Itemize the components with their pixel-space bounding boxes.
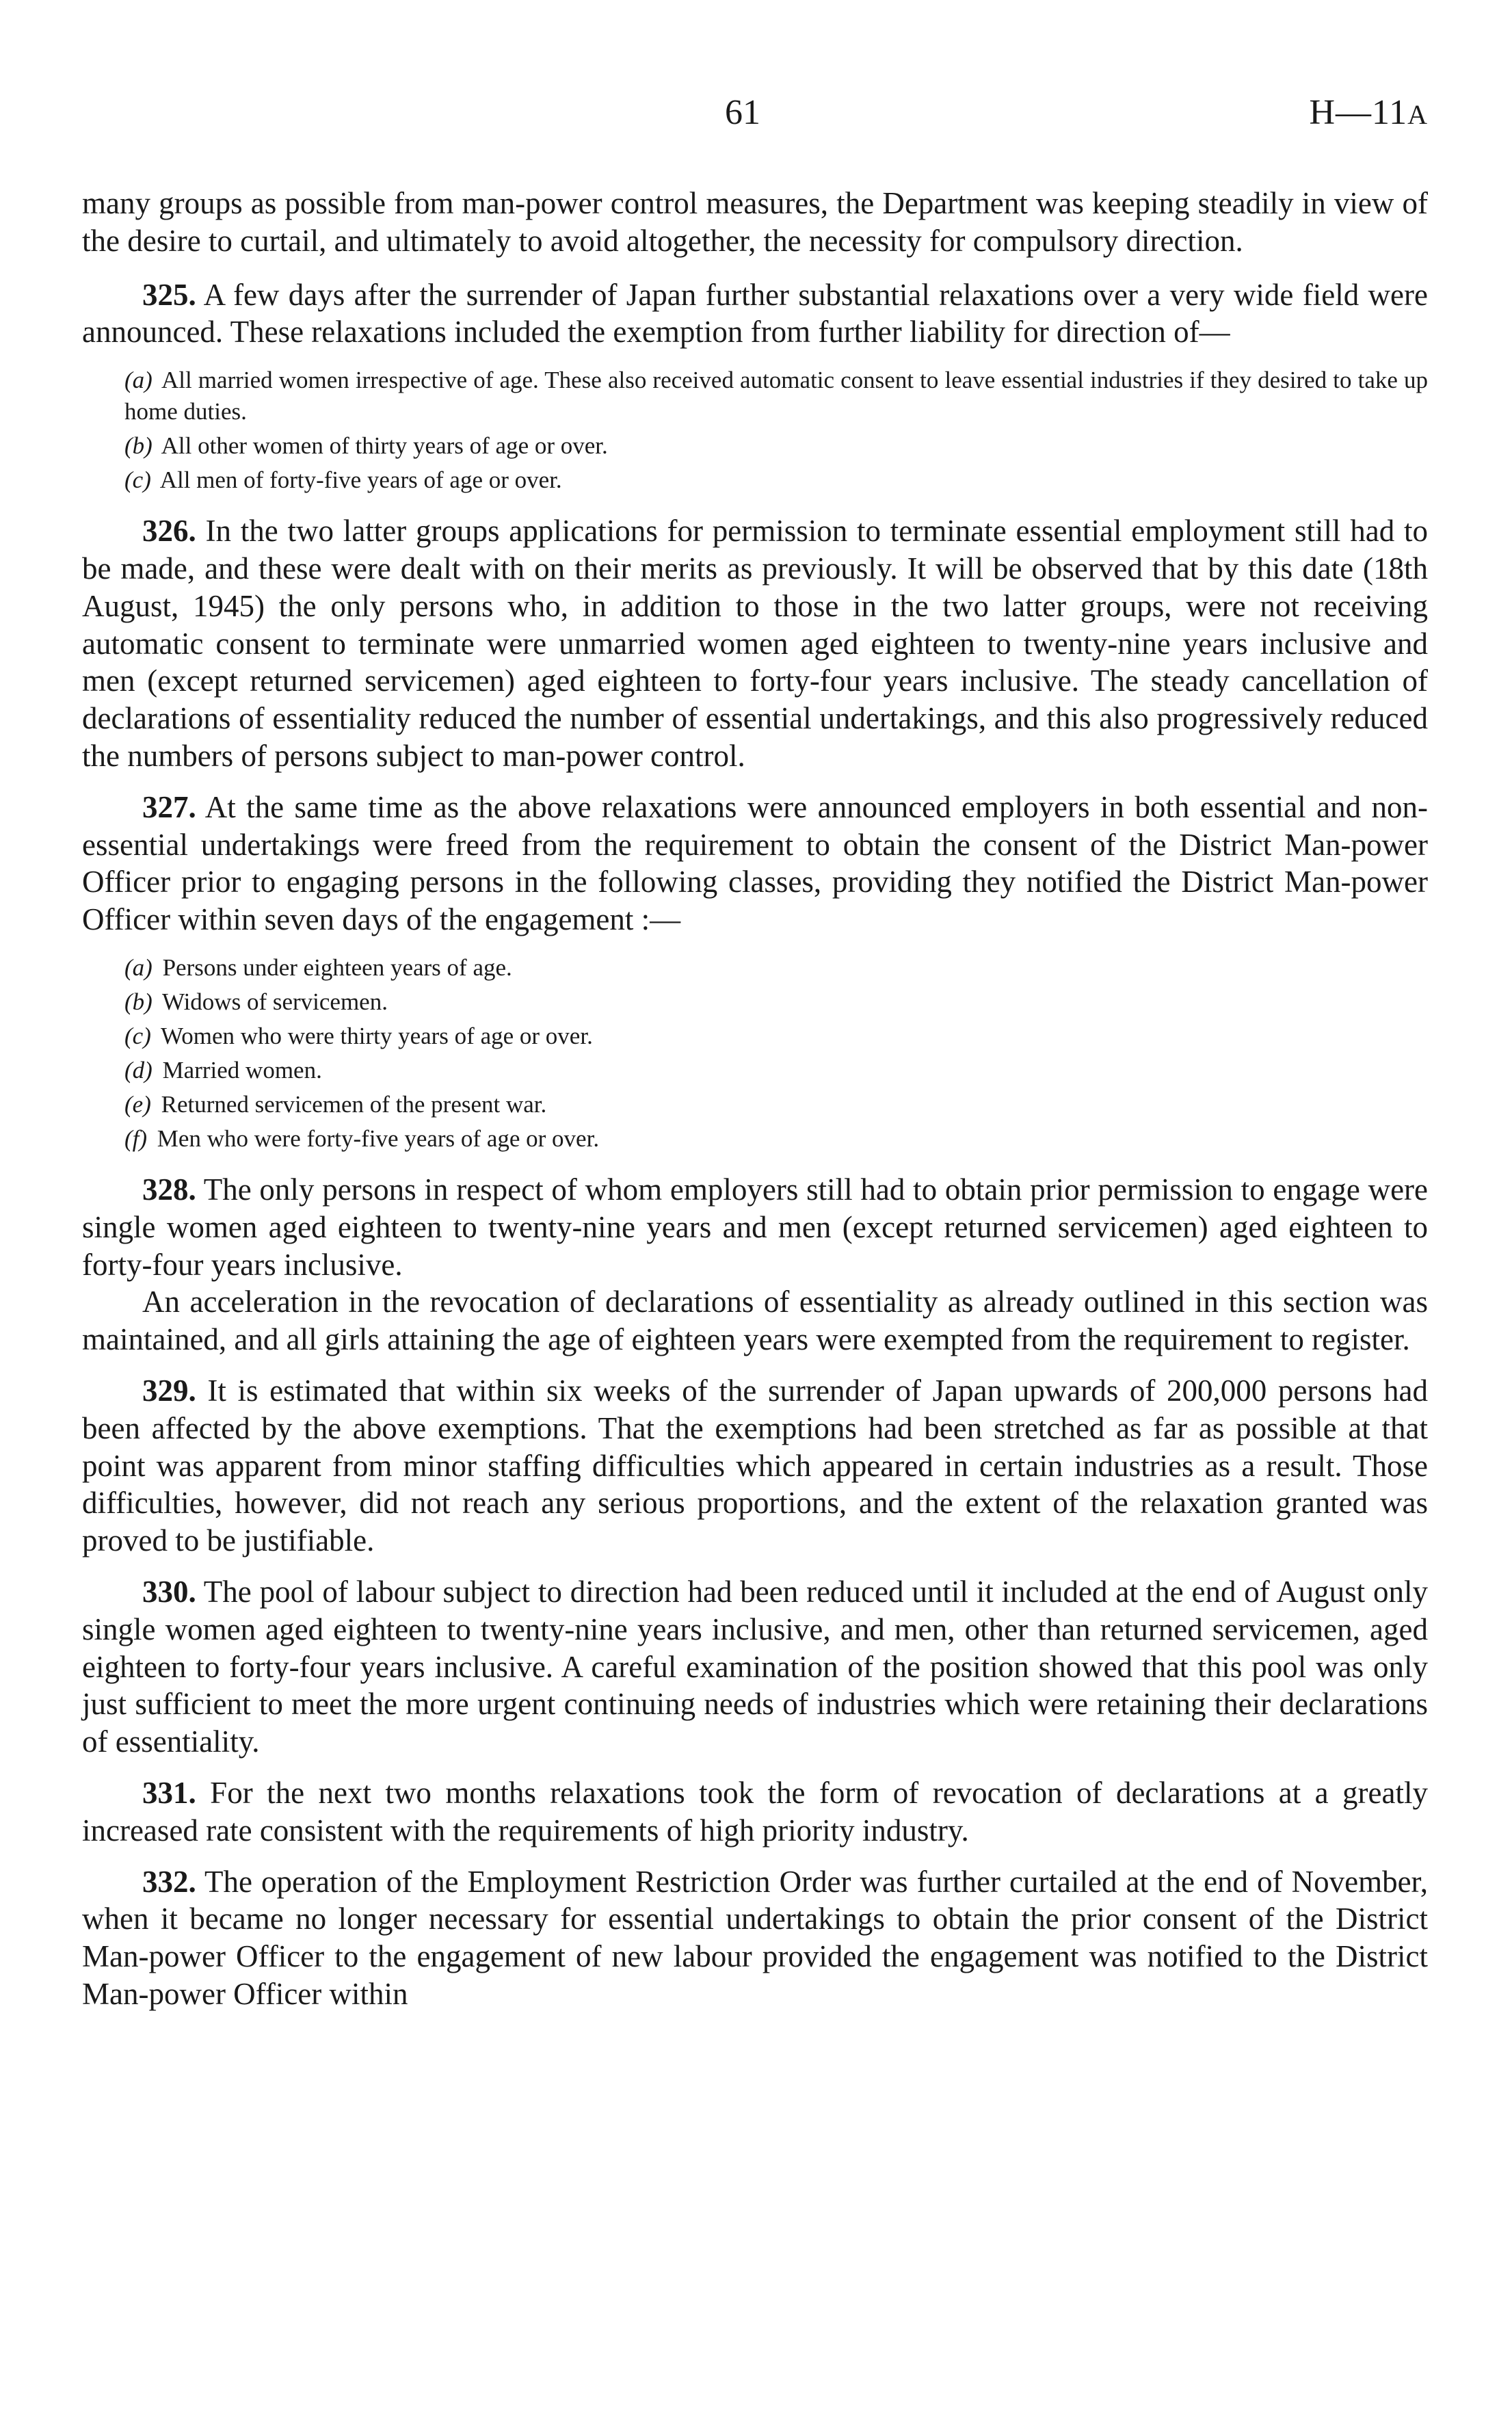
list-item-text: Persons under eighteen years of age. — [162, 954, 512, 981]
list-item — [124, 430, 1428, 462]
list-item-label: (a) — [124, 954, 152, 981]
list-item — [124, 1055, 1428, 1086]
paragraph-number: 326. — [142, 514, 196, 549]
paragraph-329 — [82, 1372, 1428, 1560]
list-item-label: (a) — [124, 367, 152, 394]
list-item — [124, 464, 1428, 496]
paragraph-number: 331. — [142, 1775, 196, 1810]
list-item — [124, 1089, 1428, 1120]
list-item-label: (c) — [124, 466, 151, 494]
page-body — [82, 185, 1428, 2027]
paragraph-text: The operation of the Employment Restriction Order was further curtailed at the end of November, when it became no longer necessary for essential undertakings to obtain the prior consent of the District Man-power Officer to the engagement of new labour provided the engagement was notified to the District Man-power Officer within — [82, 1864, 1428, 2011]
list-item-text: Men who were forty-five years of age or over. — [157, 1125, 600, 1152]
list-item-text: Widows of servicemen. — [161, 988, 388, 1015]
list-item-text: All married women irrespective of age. These also received automatic consent to leave essential industries if they desired to take up home duties. — [124, 367, 1428, 425]
page-header — [0, 92, 1512, 147]
list-item — [124, 1021, 1428, 1052]
paragraph-continued: many groups as possible from man-power control measures, the Department was keeping steadily in view of the desire to curtail, and ultimately to avoid altogether, the necessity for compulsory direction. — [82, 186, 1428, 258]
list-item-text: Women who were thirty years of age or over. — [160, 1022, 593, 1049]
paragraph-number: 330. — [142, 1574, 196, 1609]
document-reference — [1309, 92, 1428, 133]
list-item — [124, 1123, 1428, 1155]
paragraph-number: 328. — [142, 1172, 196, 1207]
page-number: 61 — [725, 93, 760, 132]
list-item-text: All men of forty-five years of age or over. — [159, 466, 562, 494]
list-item-text: Returned servicemen of the present war. — [161, 1090, 547, 1118]
paragraph-331 — [82, 1774, 1428, 1850]
paragraph-number: 327. — [142, 789, 196, 824]
paragraph-328 — [82, 1171, 1428, 1283]
list-item-text: Married women. — [162, 1056, 322, 1083]
list-item-label: (b) — [124, 432, 152, 460]
list-item-label: (b) — [124, 988, 152, 1015]
paragraph-text: It is estimated that within six weeks of the surrender of Japan upwards of 200,000 persons had been affected by the above exemptions. That the exemptions had been stretched as far as possible at that point was apparent from minor staffing difficulties which appeared in certain industries as a result. Those difficulties, however, did not reach any serious proportions, and the extent of the relaxation granted was proved to be justifiable. — [82, 1373, 1428, 1558]
paragraph-328-continued: An acceleration in the revocation of declarations of essentiality as already outlined in this section was maintained, and all girls attaining the age of eighteen years were exempted from the requirement to register. — [82, 1285, 1428, 1357]
list-item-label: (f) — [124, 1125, 148, 1152]
paragraph-327 — [82, 789, 1428, 938]
list-item-label: (e) — [124, 1090, 151, 1118]
paragraph-number: 332. — [142, 1864, 196, 1899]
paragraph-332 — [82, 1863, 1428, 2013]
paragraph-text: At the same time as the above relaxations were announced employers in both essential and non-essential undertakings were freed from the requirement to obtain the consent of the District Man-power Officer prior to engaging persons in the following classes, providing they notified the District Man-power Officer within seven days of the engagement :— — [82, 789, 1428, 937]
paragraph-text: The pool of labour subject to direction had been reduced until it included at the end of August only single women aged eighteen to twenty-nine years inclusive, and men, other than returned servicemen, aged eighteen to forty-four years inclusive. A careful examination of the position showed that this pool was only just sufficient to meet the more urgent continuing needs of industries which were retaining their declarations of essentiality. — [82, 1574, 1428, 1759]
paragraph-text: In the two latter groups applications for permission to terminate essential employment still had to be made, and these were dealt with on their merits as previously. It will be observed that by this date (18th August, 1945) the only persons who, in addition to those in the two latter groups, were not receiving automatic consent to terminate were unmarried women aged eighteen to twenty-nine years inclusive and men (except returned servicemen) aged eighteen to forty-four years inclusive. The steady cancellation of declarations of essentiality reduced the number of essential undertakings, and this also progressively reduced the numbers of persons subject to man-power control. — [82, 514, 1428, 773]
paragraph-text: The only persons in respect of whom employers still had to obtain prior permission to engage were single women aged eighteen to twenty-nine years and men (except returned servicemen) aged eighteen to forty-four years inclusive. — [82, 1172, 1428, 1282]
document-reference-suffix: A — [1407, 99, 1428, 130]
paragraph-326 — [82, 512, 1428, 775]
list-item — [124, 952, 1428, 984]
paragraph-number: 325. — [142, 277, 196, 312]
list-325 — [82, 365, 1428, 496]
document-reference-main: H—11 — [1309, 93, 1408, 132]
paragraph-number: 329. — [142, 1373, 196, 1408]
list-item-label: (d) — [124, 1056, 152, 1083]
list-item-text: All other women of thirty years of age or over. — [161, 432, 608, 460]
paragraph-330 — [82, 1573, 1428, 1761]
list-item-label: (c) — [124, 1022, 151, 1049]
list-item — [124, 365, 1428, 428]
paragraph-text: For the next two months relaxations took the form of revocation of declarations at a greatly increased rate consistent with the requirements of high priority industry. — [82, 1775, 1428, 1848]
list-327 — [82, 952, 1428, 1155]
list-item — [124, 986, 1428, 1018]
paragraph-text: A few days after the surrender of Japan further substantial relaxations over a very wide field were announced. These relaxations included the exemption from further liability for direction of— — [82, 277, 1428, 350]
paragraph-325 — [82, 276, 1428, 352]
